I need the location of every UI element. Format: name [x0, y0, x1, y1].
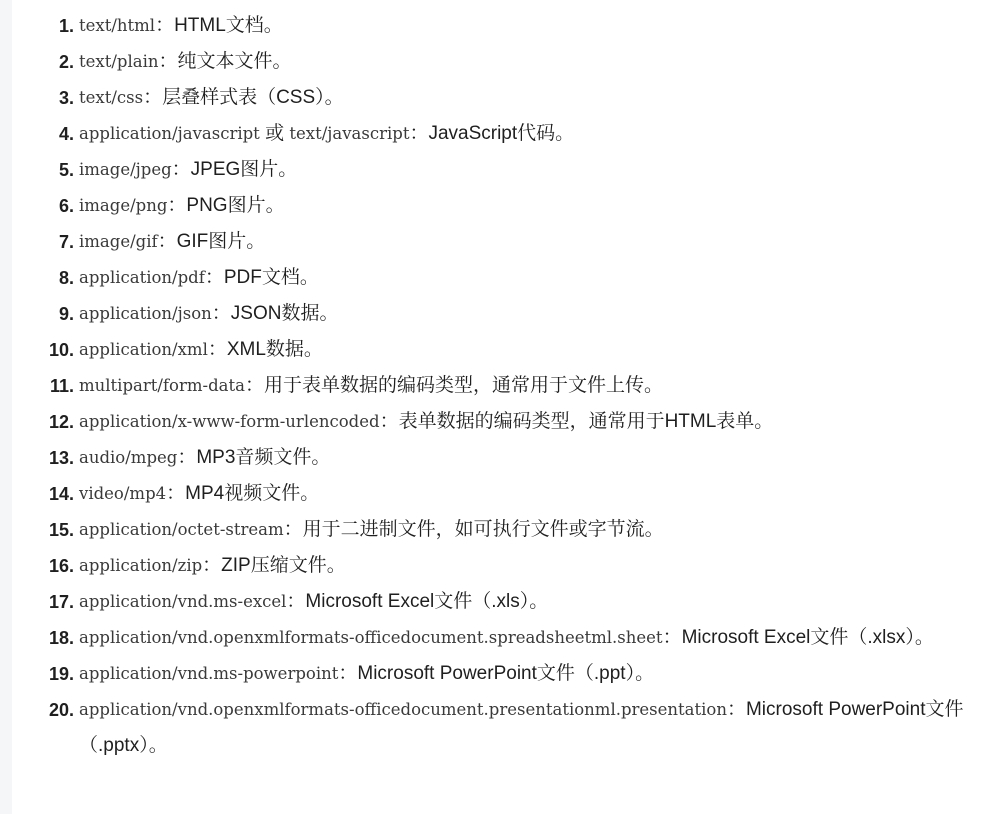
list-number: 3.: [58, 88, 74, 108]
list-item: [12, 152, 1005, 188]
list-number: 14.: [48, 484, 74, 504]
description: ：Microsoft Excel文件（.xls）。: [286, 591, 549, 612]
list-text: [74, 188, 1005, 224]
inline-code: application/octet-stream: [79, 520, 284, 539]
list-item: [12, 656, 1005, 692]
list-number: 5.: [58, 160, 74, 180]
list-text: [74, 332, 1005, 368]
description: ：ZIP压缩文件。: [202, 555, 346, 576]
description: ：Microsoft PowerPoint文件（.pptx）。: [79, 699, 964, 756]
description: ：PNG图片。: [167, 195, 285, 216]
description: ：GIF图片。: [157, 231, 266, 252]
inline-code: application/vnd.ms-powerpoint: [79, 664, 339, 683]
description: ：纯文本文件。: [158, 51, 292, 72]
description: ：MP4视频文件。: [166, 483, 320, 504]
inline-code: video/mp4: [79, 484, 167, 503]
inline-code: audio/mpeg: [79, 448, 178, 467]
inline-code: application/pdf: [79, 268, 205, 287]
list-text: [74, 224, 1005, 260]
description: ：JSON数据。: [211, 303, 339, 324]
description: ：JavaScript代码。: [409, 123, 575, 144]
inline-code: text/html: [79, 16, 156, 35]
inline-code: application/xml: [79, 340, 208, 359]
list-text: [74, 296, 1005, 332]
inline-code: image/jpeg: [79, 160, 172, 179]
list-item: [12, 188, 1005, 224]
list-item: [12, 80, 1005, 116]
list-item: [12, 8, 1005, 44]
list-item: [12, 224, 1005, 260]
list-text: [74, 368, 1005, 404]
list-text: [74, 584, 1005, 620]
list-number: 7.: [58, 232, 74, 252]
description: ：用于表单数据的编码类型，通常用于文件上传。: [244, 375, 663, 396]
description: ：XML数据。: [207, 339, 323, 360]
list-number: 6.: [58, 196, 74, 216]
description: ：PDF文档。: [204, 267, 319, 288]
list-text: [74, 44, 1005, 80]
description: ：表单数据的编码类型，通常用于HTML表单。: [379, 411, 774, 432]
description: ：Microsoft PowerPoint文件（.ppt）。: [338, 663, 655, 684]
list-item: [12, 260, 1005, 296]
inline-code: application/x-www-form-urlencoded: [79, 412, 380, 431]
description: ：MP3音频文件。: [177, 447, 331, 468]
list-number: 18.: [48, 628, 74, 648]
inline-code: application/vnd.ms-excel: [79, 592, 287, 611]
list-text: [74, 260, 1005, 296]
description: ：用于二进制文件，如可执行文件或字节流。: [283, 519, 664, 540]
inline-code: image/png: [79, 196, 168, 215]
list-item: [12, 548, 1005, 584]
list-item: [12, 368, 1005, 404]
list-number: 15.: [48, 520, 74, 540]
inline-code: application/zip: [79, 556, 203, 575]
list-number: 9.: [58, 304, 74, 324]
list-number: 10.: [48, 340, 74, 360]
connector-text: 或: [259, 123, 290, 144]
list-number: 17.: [48, 592, 74, 612]
list-text: [74, 152, 1005, 188]
list-item: [12, 692, 1005, 764]
list-item: [12, 620, 1005, 656]
list-text: [74, 548, 1005, 584]
description: ：JPEG图片。: [171, 159, 298, 180]
list-number: 8.: [58, 268, 74, 288]
description: ：Microsoft Excel文件（.xlsx）。: [662, 627, 934, 648]
inline-code: image/gif: [79, 232, 158, 251]
mime-type-list: [12, 0, 1005, 764]
list-number: 13.: [48, 448, 74, 468]
list-text: [74, 404, 1005, 440]
description: ：层叠样式表（CSS）。: [143, 87, 344, 108]
list-text: [74, 692, 1005, 764]
list-number: 20.: [48, 700, 74, 720]
left-rail: [0, 0, 12, 814]
list-number: 4.: [58, 124, 74, 144]
list-item: [12, 584, 1005, 620]
list-item: [12, 296, 1005, 332]
list-number: 11.: [49, 376, 74, 396]
inline-code: application/vnd.openxmlformats-officedocument.spreadsheetml.sheet: [79, 628, 663, 647]
description: ：HTML文档。: [155, 15, 283, 36]
list-item: [12, 116, 1005, 152]
list-item: [12, 44, 1005, 80]
list-text: [74, 620, 1005, 656]
list-number: 19.: [48, 664, 74, 684]
inline-code: text/plain: [79, 52, 159, 71]
list-item: [12, 476, 1005, 512]
inline-code: application/json: [79, 304, 212, 323]
list-text: [74, 116, 1005, 152]
list-text: [74, 656, 1005, 692]
list-text: [74, 440, 1005, 476]
list-number: 12.: [48, 412, 74, 432]
list-number: 2.: [58, 52, 74, 72]
list-item: [12, 404, 1005, 440]
list-text: [74, 80, 1005, 116]
list-item: [12, 512, 1005, 548]
inline-code: text/css: [79, 88, 144, 107]
list-text: [74, 512, 1005, 548]
list-number: 16.: [48, 556, 74, 576]
inline-code: application/vnd.openxmlformats-officedocument.presentationml.presentation: [79, 700, 727, 719]
list-item: [12, 440, 1005, 476]
inline-code: multipart/form-data: [79, 376, 245, 395]
list-item: [12, 332, 1005, 368]
inline-code: application/javascript: [79, 124, 260, 143]
list-text: [74, 476, 1005, 512]
list-text: [74, 8, 1005, 44]
list-number: 1.: [58, 16, 74, 36]
inline-code: text/javascript: [289, 124, 410, 143]
document-content: [12, 0, 1005, 814]
